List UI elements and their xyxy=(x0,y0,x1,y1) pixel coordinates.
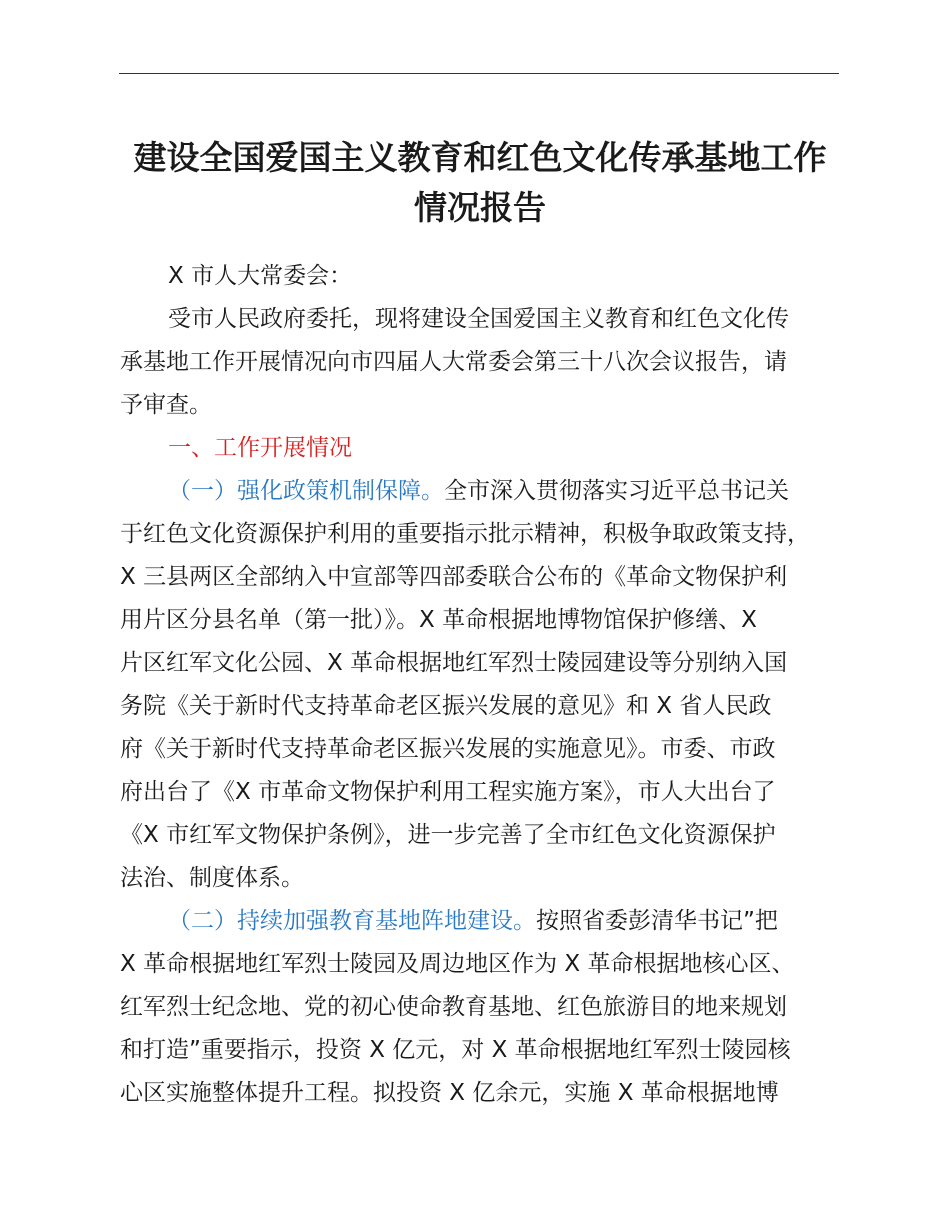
intro-line: 受市人民政府委托，现将建设全国爱国主义教育和红色文化传 xyxy=(168,306,789,332)
document-title xyxy=(110,133,850,233)
para1-line: 府《关于新时代支持革命老区振兴发展的实施意见》。市委、市政 xyxy=(120,736,776,762)
para2-line: X 革命根据地红军烈士陵园及周边地区作为 X 革命根据地核心区、 xyxy=(120,951,795,977)
para2-line: 心区实施整体提升工程。拟投资 X 亿余元，实施 X 革命根据地博 xyxy=(120,1080,779,1106)
para2-first-line xyxy=(120,900,860,943)
para1-line: 《X 市红军文物保护条例》，进一步完善了全市红色文化资源保护 xyxy=(120,822,776,848)
title-line-2: 情况报告 xyxy=(414,188,546,227)
para1-line: 法治、制度体系。 xyxy=(120,865,304,891)
title-line-1: 建设全国爱国主义教育和红色文化传承基地工作 xyxy=(133,138,827,177)
para2-line: 和打造”重要指示，投资 X 亿元，对 X 革命根据地红军烈士陵园核 xyxy=(120,1037,791,1063)
para1-lead-sentence: （一）强化政策机制保障。 xyxy=(168,478,444,504)
para1-first-line xyxy=(120,470,860,513)
para1-line: 务院《关于新时代支持革命老区振兴发展的意见》和 X 省人民政 xyxy=(120,693,772,719)
intro-line: 予审查。 xyxy=(120,392,212,418)
document-body xyxy=(120,255,860,1115)
para1-line: 府出台了《X 市革命文物保护利用工程实施方案》，市人大出台了 xyxy=(120,779,776,805)
section-heading: 一、工作开展情况 xyxy=(168,435,352,461)
para2-first-rest: 按照省委彭清华书记”把 xyxy=(536,908,778,934)
para1-line: X 三县两区全部纳入中宣部等四部委联合公布的《革命文物保护利 xyxy=(120,564,788,590)
para1-first-rest: 全市深入贯彻落实习近平总书记关 xyxy=(444,478,789,504)
para2-line: 红军烈士纪念地、党的初心使命教育基地、红色旅游目的地来规划 xyxy=(120,994,787,1020)
para1-line: 于红色文化资源保护利用的重要指示批示精神，积极争取政策支持， xyxy=(120,521,810,547)
para2-lead-sentence: （二）持续加强教育基地阵地建设。 xyxy=(168,908,536,934)
para1-line: 用片区分县名单（第一批）》。X 革命根据地博物馆保护修缮、X xyxy=(120,607,757,633)
header-rule xyxy=(119,73,839,74)
para1-line: 片区红军文化公园、X 革命根据地红军烈士陵园建设等分别纳入国 xyxy=(120,650,788,676)
intro-line: 承基地工作开展情况向市四届人大常委会第三十八次会议报告，请 xyxy=(120,349,787,375)
salutation: X 市人大常委会： xyxy=(168,263,353,289)
